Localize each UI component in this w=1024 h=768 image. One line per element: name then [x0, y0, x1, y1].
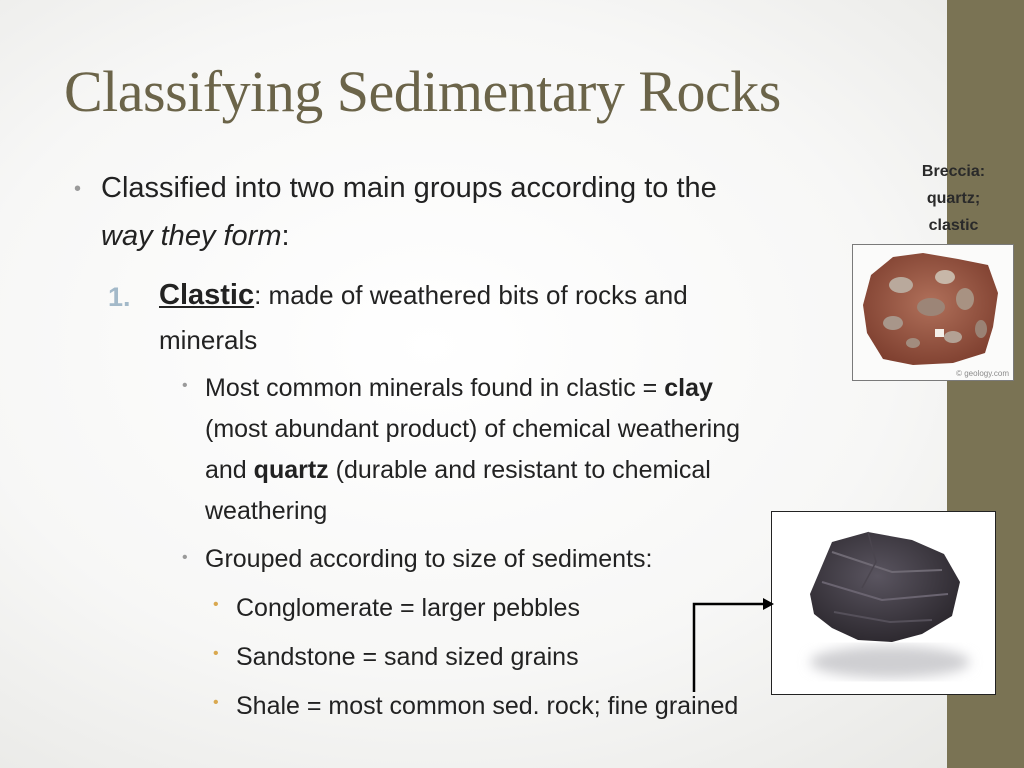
clastic-term: Clastic: [159, 279, 255, 311]
size-item-sandstone: Sandstone = sand sized grains: [236, 643, 579, 671]
breccia-photo: [852, 244, 1014, 381]
size-item-conglomerate: Conglomerate = larger pebbles: [236, 594, 580, 622]
quartz-text: quartz: [253, 456, 329, 484]
bullet-marker: •: [74, 178, 82, 200]
bullet-marker: •: [182, 549, 188, 566]
bullet-marker: •: [213, 645, 219, 662]
minerals-line4: weathering: [205, 497, 328, 525]
slide-title: Classifying Sedimentary Rocks: [64, 59, 781, 124]
shale-rock-image: [772, 512, 995, 694]
and-text: and: [205, 456, 254, 484]
durable-text: (durable and resistant to chemical: [328, 456, 711, 484]
photo-watermark: © geology.com: [956, 369, 1009, 378]
size-item-shale: Shale = most common sed. rock; fine grained: [236, 692, 739, 720]
list-number: 1.: [108, 282, 131, 312]
clastic-desc: : made of weathered bits of rocks and: [254, 280, 688, 310]
way-they-form-text: way they form: [101, 220, 282, 252]
bullet-1-line1: Classified into two main groups according to the: [101, 172, 717, 204]
clastic-line2: minerals: [159, 325, 258, 355]
bullet-marker: •: [213, 694, 219, 711]
bullet-1-line2: [101, 220, 290, 253]
bullet-marker: •: [182, 377, 188, 394]
minerals-text: Most common minerals found in clastic =: [205, 374, 665, 402]
clastic-line1: [159, 279, 688, 312]
minerals-line1: [205, 374, 713, 403]
clay-text: clay: [664, 374, 713, 402]
colon: :: [281, 220, 290, 252]
breccia-caption: Breccia: quartz; clastic: [921, 163, 986, 234]
bullet-marker: •: [213, 596, 219, 613]
shale-photo: [771, 511, 996, 695]
breccia-rock-image: [853, 245, 1013, 380]
minerals-line2: (most abundant product) of chemical weathering: [205, 415, 741, 443]
grouped-text: Grouped according to size of sediments:: [205, 545, 653, 573]
minerals-line3: [205, 456, 711, 485]
